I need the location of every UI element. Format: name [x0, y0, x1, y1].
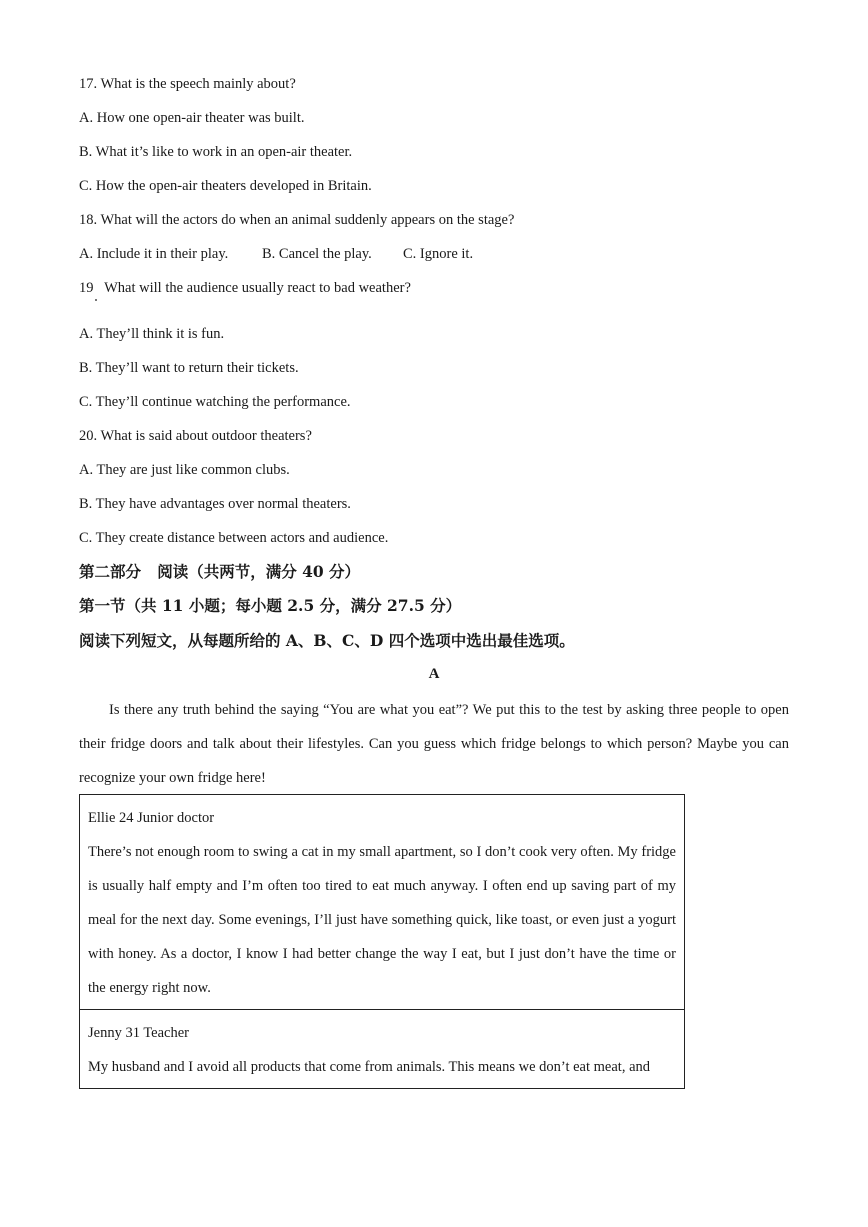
reading-instruction: 阅读下列短文，从每题所给的 A、B、C、D 四个选项中选出最佳选项。: [79, 631, 575, 650]
question-19-option-c: C. They’ll continue watching the performance.: [79, 394, 351, 410]
question-17-option-b: B. What it’s like to work in an open-air theater.: [79, 144, 353, 160]
question-18-option-a: A. Include it in their play.: [79, 246, 229, 262]
question-20-stem: 20. What is said about outdoor theaters?: [79, 428, 312, 444]
question-20-option-c: C. They create distance between actors and audience.: [79, 530, 389, 546]
question-19-option-a: A. They’ll think it is fun.: [79, 326, 225, 342]
passage-label: A: [428, 666, 440, 682]
passage-intro-text: Is there any truth behind the saying “You are what you eat”? We put this to the test by asking three people to open their fridge doors and talk about their lifestyles. Can you guess which fridge belongs to which person? Maybe you can recognize your own fridge here!: [79, 702, 789, 786]
question-18-option-b: B. Cancel the play.: [262, 246, 372, 262]
question-17-option-c: C. How the open-air theaters developed in Britain.: [79, 178, 372, 194]
question-19-stem: 19 What will the audience usually react to bad weather?: [79, 280, 411, 296]
profiles-table: [79, 794, 685, 1089]
profile-text: There’s not enough room to swing a cat in my small apartment, so I don’t cook very often. My fridge is usually half empty and I’m often too tired to eat much anyway. I often end up saving part of my meal for the next day. Some evenings, I’ll just have something quick, like toast, or even just a yogurt with honey. As a doctor, I know I had better change the way I eat, but I just don’t have the time or the energy right now.: [88, 844, 676, 996]
profile-text: My husband and I avoid all products that come from animals. This means we don’t eat meat, and: [88, 1059, 651, 1075]
section-one-heading: 第一节（共 11 小题；每小题 2.5 分，满分 27.5 分）: [79, 596, 462, 615]
question-20-option-b: B. They have advantages over normal theaters.: [79, 496, 351, 512]
profile-cell-ellie: [80, 795, 684, 1010]
profile-header: Ellie 24 Junior doctor: [88, 810, 215, 826]
stray-dot: [95, 299, 97, 301]
question-18-option-c: C. Ignore it.: [403, 246, 474, 262]
profile-header: Jenny 31 Teacher: [88, 1025, 189, 1041]
profile-cell-jenny: [80, 1010, 684, 1088]
passage-intro: [79, 693, 789, 795]
question-19-option-b: B. They’ll want to return their tickets.: [79, 360, 299, 376]
question-20-option-a: A. They are just like common clubs.: [79, 462, 290, 478]
question-17-stem: 17. What is the speech mainly about?: [79, 76, 296, 92]
question-18-options: [79, 244, 473, 264]
question-17-option-a: A. How one open-air theater was built.: [79, 110, 305, 126]
part-two-heading: 第二部分 阅读（共两节，满分 40 分）: [79, 562, 361, 581]
question-18-stem: 18. What will the actors do when an animal suddenly appears on the stage?: [79, 212, 515, 228]
